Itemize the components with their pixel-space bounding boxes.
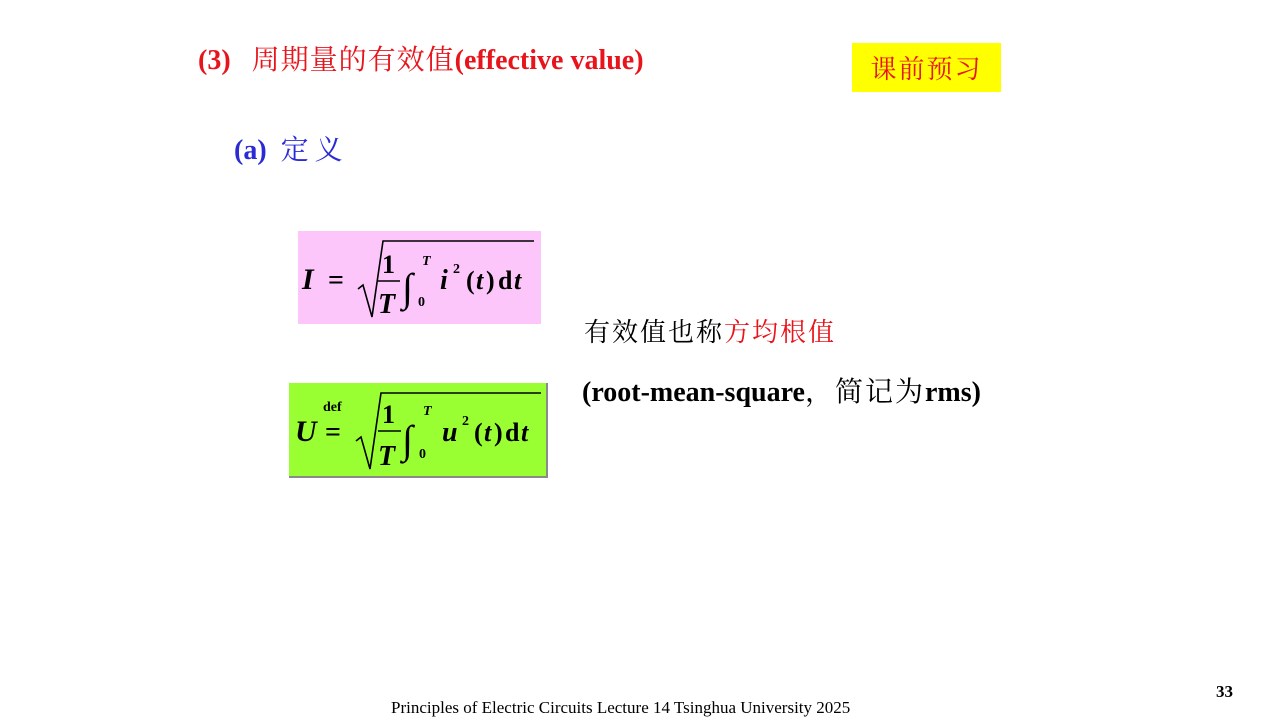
lower-limit: 0 (419, 447, 426, 462)
dt-var: t (514, 266, 522, 295)
title-number: (3) (198, 45, 231, 76)
d-symbol: d (498, 266, 513, 295)
formula-current (298, 231, 541, 324)
preview-badge: 课前预习 (852, 43, 1001, 92)
fraction-denominator: T (378, 289, 396, 320)
d-symbol: d (505, 418, 520, 447)
formula-voltage-box (289, 383, 548, 478)
note-red-text: 方均根值 (724, 318, 837, 348)
formula-equals: = (328, 265, 344, 296)
subheading-letter: (a) (234, 135, 267, 166)
upper-limit: T (422, 254, 431, 269)
subheading-cjk: 定义 (280, 133, 349, 166)
page-number: 33 (1216, 682, 1233, 701)
formula-lhs: I (302, 263, 314, 296)
integral-sign: ∫ (402, 265, 413, 310)
subheading (234, 128, 349, 168)
note-rms-open: (root-mean-square (582, 377, 805, 408)
title-english: (effective value) (454, 45, 644, 76)
dt-var: t (521, 418, 529, 447)
def-label: def (323, 400, 342, 415)
power: 2 (462, 414, 469, 429)
paren-close: ) (486, 266, 495, 295)
note-line-2 (582, 370, 981, 410)
upper-limit: T (423, 404, 432, 419)
footer-text: Principles of Electric Circuits Lecture 14 Tsinghua University 2025 (391, 698, 851, 717)
integrand-var: i (440, 265, 448, 296)
paren-open: ( (474, 418, 483, 447)
formula-equals: = (325, 417, 341, 448)
fraction-numerator: 1 (382, 400, 395, 429)
formula-voltage (289, 383, 546, 476)
paren-close: ) (494, 418, 503, 447)
formula-lhs: U (295, 415, 317, 448)
arg: t (476, 266, 484, 295)
lower-limit: 0 (418, 295, 425, 310)
paren-open: ( (466, 266, 475, 295)
note-black-text: 有效值也称 (584, 318, 725, 348)
fraction-numerator: 1 (382, 250, 395, 279)
formula-current-box (298, 231, 541, 324)
integral-sign: ∫ (402, 417, 413, 462)
slide-title (198, 38, 644, 78)
note-rms-close: rms) (924, 377, 981, 408)
arg: t (484, 418, 492, 447)
note-rms-cjk: ，简记为 (804, 375, 925, 408)
note-line-1 (584, 312, 836, 349)
integrand-var: u (442, 417, 458, 448)
title-cjk: 周期量的有效值 (251, 43, 455, 76)
power: 2 (453, 262, 460, 277)
fraction-denominator: T (378, 441, 396, 472)
